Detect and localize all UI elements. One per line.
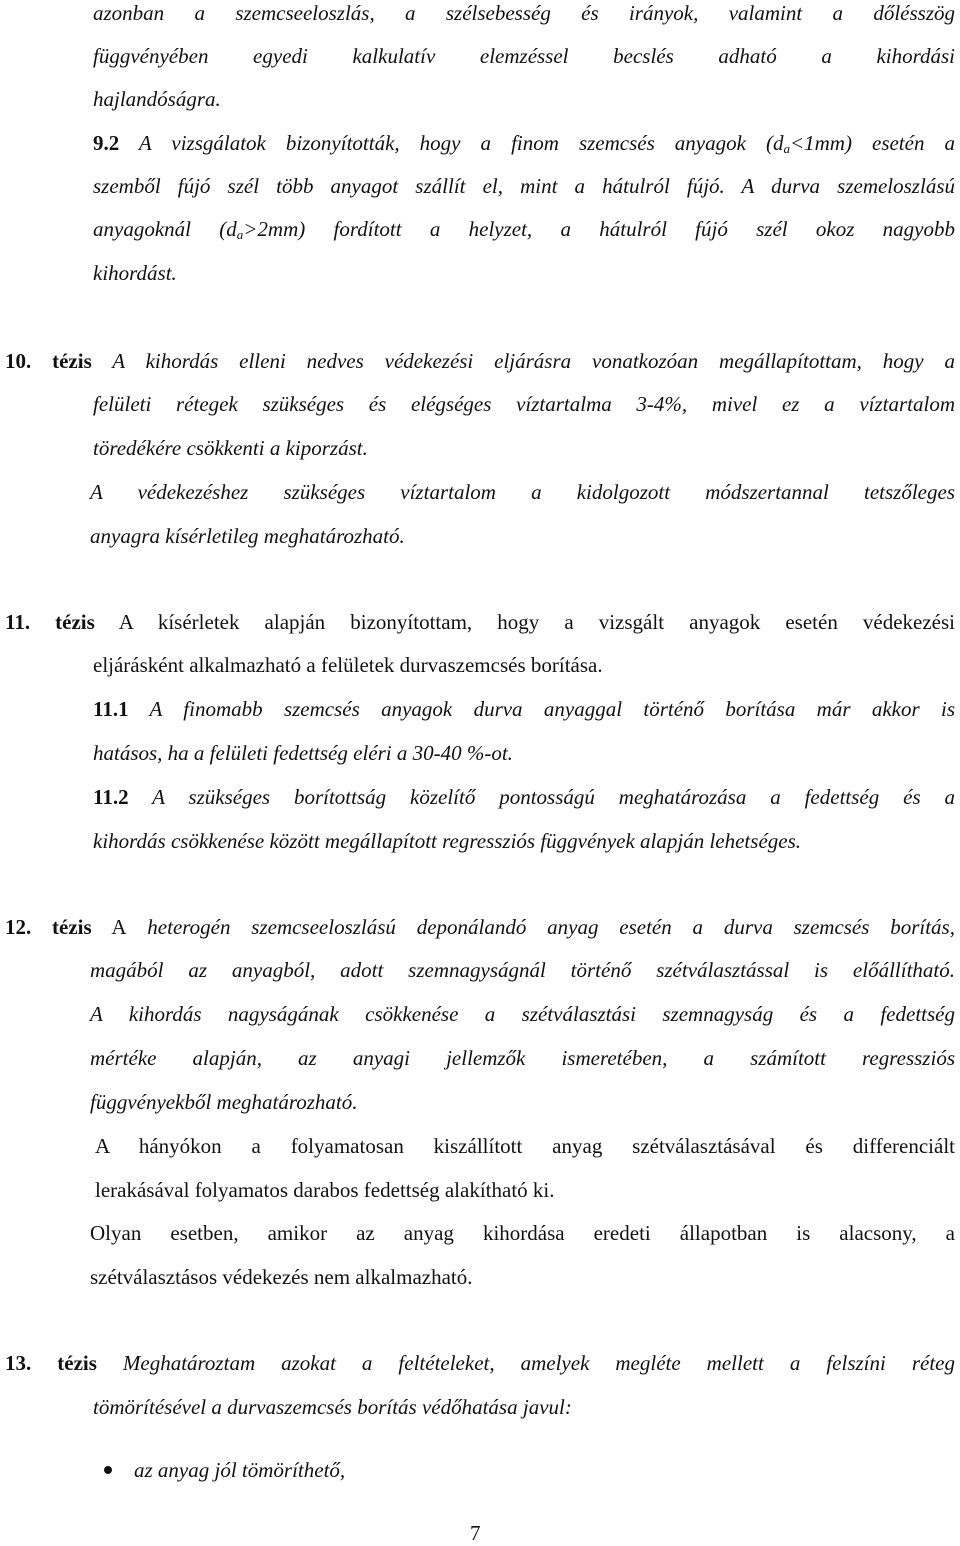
thesis-12-line-9: szétválasztásos védekezés nem alkalmazható. (90, 1265, 473, 1289)
thesis-10-line-5: anyagra kísérletileg meghatározható. (90, 524, 405, 548)
thesis-11-line-5: 11.2 A szükséges borítottság közelítő pontosságú meghatározása a fedettség és a (93, 785, 955, 809)
thesis-11-line-4: hatásos, ha a felületi fedettség eléri a 30-40 %-ot. (93, 741, 513, 765)
thesis-13-line-2: tömörítésével a durvaszemcsés borítás védőhatása javul: (93, 1395, 572, 1419)
thesis-12-line-3: A kihordás nagyságának csökkenése a szétválasztási szemnagyság és a fedettség (90, 1002, 955, 1026)
item-number: 11.2 (93, 785, 129, 809)
page-number: 7 (470, 1521, 481, 1545)
thesis-11-line-3: 11.1 A finomabb szemcsés anyagok durva anyaggal történő borítása már akkor is (93, 697, 955, 721)
thesis-heading: 11. tézis (5, 610, 95, 634)
thesis-12-line-6: A hányókon a folyamatosan kiszállított anyag szétválasztásával és differenciált (95, 1134, 955, 1158)
thesis-11-line-6: kihordás csökkenése között megállapított regressziós függvények alapján lehetséges. (93, 829, 802, 853)
p9-line-3: hajlandóságra. (93, 87, 221, 111)
thesis-13-line-1: 13. tézis Meghatároztam azokat a feltételeket, amelyek megléte mellett a felszíni réteg (5, 1351, 955, 1375)
thesis-12-line-2: magából az anyagból, adott szemnagyságnál történő szétválasztással is előállítható. (90, 958, 955, 982)
thesis-10-line-3: töredékére csökkenti a kiporzást. (93, 436, 368, 460)
item-number: 11.1 (93, 697, 129, 721)
thesis-12-line-8: Olyan esetben, amikor az anyag kihordása eredeti állapotban is alacsony, a (90, 1221, 955, 1245)
thesis-heading: 13. tézis (5, 1351, 97, 1375)
thesis-heading: 12. tézis (5, 915, 92, 939)
thesis-10-line-1: 10. tézis A kihordás elleni nedves védekezési eljárásra vonatkozóan megállapítottam, hogy a (5, 349, 955, 373)
thesis-12-line-5: függvényekből meghatározható. (90, 1090, 358, 1114)
p9-line-1: azonban a szemcseeloszlás, a szélsebesség és irányok, valamint a dőlésszög (93, 1, 955, 25)
p9-line-6: anyagoknál $(d_a>2mm)$ fordított a helyzet, a hátulról fújó szél okoz nagyobb (93, 217, 955, 242)
p9-line-7: kihordást. (93, 261, 177, 285)
thesis-10-line-4: A védekezéshez szükséges víztartalom a kidolgozott módszertannal tetszőleges (90, 480, 955, 504)
thesis-11-line-2: eljárásként alkalmazható a felületek durvaszemcsés borítása. (93, 653, 603, 677)
thesis-12-line-7: lerakásával folyamatos darabos fedettség alakítható ki. (95, 1178, 555, 1202)
thesis-12-line-1: 12. tézis A heterogén szemcseeloszlású deponálandó anyag esetén a durva szemcsés borítás, (5, 915, 955, 939)
p9-line-4: 9.2 A vizsgálatok bizonyították, hogy a finom szemcsés anyagok $(d_a<1mm)$ esetén a (93, 131, 956, 156)
thesis-11-line-1: 11. tézis A kísérletek alapján bizonyítottam, hogy a vizsgált anyagok esetén védekezési (5, 610, 956, 634)
thesis-12-line-4: mértéke alapján, az anyagi jellemzők ismeretében, a számított regressziós (90, 1046, 955, 1070)
item-number: 9.2 (93, 131, 120, 155)
thesis-10-line-2: felületi rétegek szükséges és elégséges víztartalma 3-4%, mivel ez a víztartalom (93, 392, 955, 416)
bullet-item: az anyag jól tömöríthető, (134, 1458, 346, 1482)
thesis-heading: 10. tézis (5, 349, 92, 373)
p9-line-5: szemből fújó szél több anyagot szállít el, mint a hátulról fújó. A durva szemeloszlású (93, 174, 955, 198)
bullet-icon (104, 1466, 112, 1474)
p9-line-2: függvényében egyedi kalkulatív elemzéssel becslés adható a kihordási (93, 44, 955, 68)
